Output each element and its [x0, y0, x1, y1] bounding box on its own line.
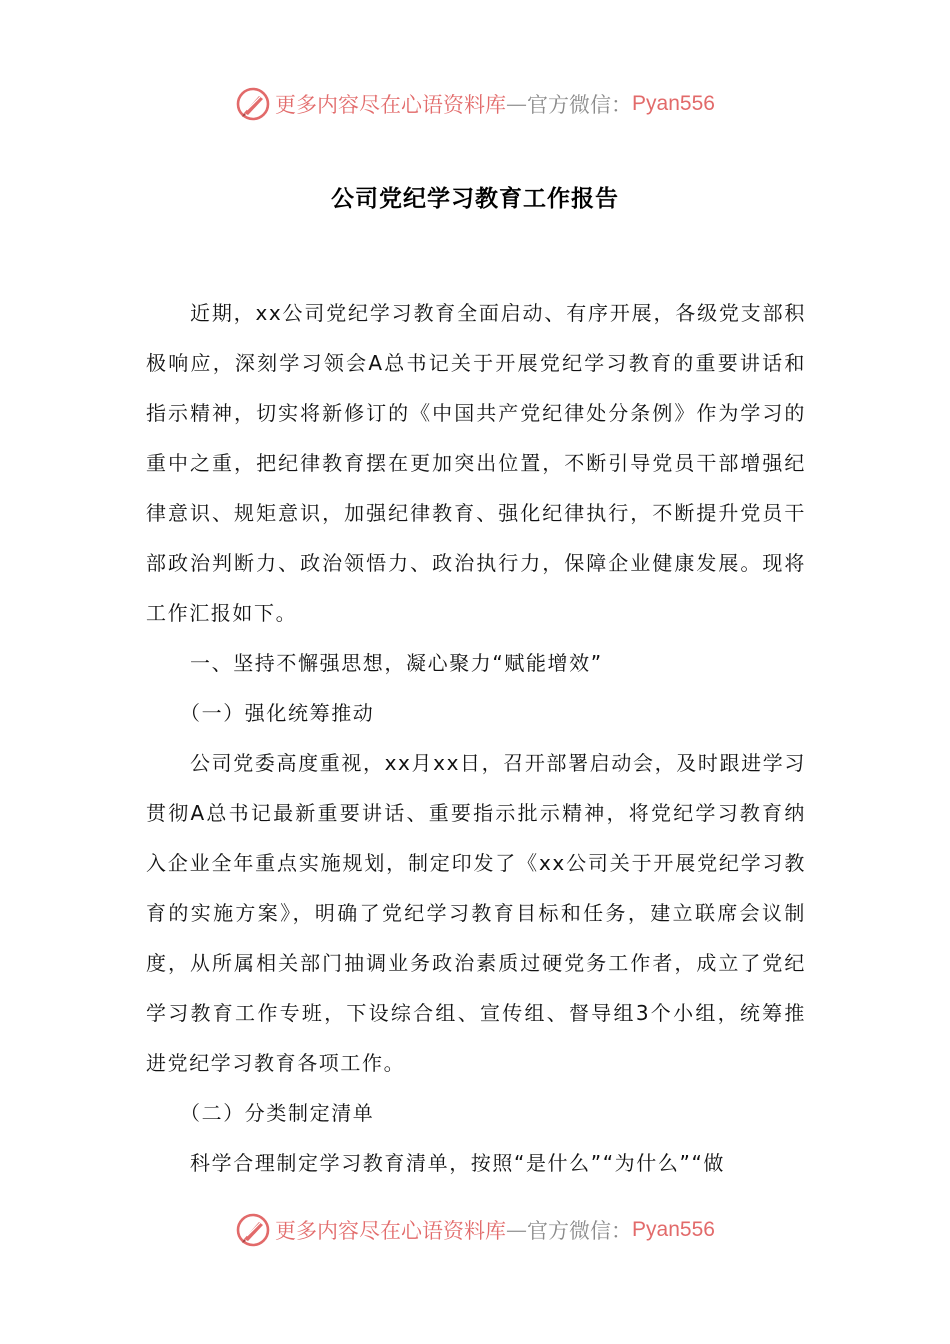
subsection-2-heading: （二）分类制定清单 — [180, 1101, 375, 1125]
watermark-text: 更多内容尽在心语资料库 — [275, 1219, 507, 1243]
watermark-label: 官方微信： — [527, 1219, 633, 1243]
document-title: 公司党纪学习教育工作报告 — [331, 186, 619, 212]
watermark-label: 官方微信： — [527, 93, 633, 117]
subsection-2-paragraph: 科学合理制定学习教育清单，按照“是什么”“为什么”“做 — [190, 1151, 726, 1175]
intro-paragraph: 近期，xx公司党纪学习教育全面启动、有序开展，各级党支部积极响应，深刻学习领会A总书记关于开展党纪学习教育的重要讲话和指示精神，切实将新修订的《中国共产党纪律处分条例》作为学习的重中之重，把纪律教育摆在更加突出位置，不断引导党员干部增强纪律意识、规矩意识，加强纪律教育、强化纪律执行，不断提升党员干部政治判断力、政治领悟力、政治执行力，保障企业健康发展。现将工作汇报如下。 — [146, 301, 806, 625]
watermark-text: 更多内容尽在心语资料库 — [275, 93, 507, 117]
pen-nib-logo-icon — [235, 86, 271, 122]
section-1-heading: 一、坚持不懈强思想，凝心聚力“赋能增效” — [190, 651, 603, 675]
watermark-separator: — — [506, 92, 528, 116]
document-body — [146, 288, 806, 1188]
subsection-1-heading: （一）强化统筹推动 — [180, 701, 375, 725]
watermark-wechat-id: Pyan556 — [632, 92, 715, 115]
pen-nib-logo-icon — [235, 1212, 271, 1248]
watermark-banner-top — [0, 84, 950, 124]
watermark-separator: — — [506, 1218, 528, 1242]
watermark-banner-bottom — [0, 1210, 950, 1250]
watermark-wechat-id: Pyan556 — [632, 1218, 715, 1241]
watermark-content — [235, 86, 715, 122]
subsection-1-paragraph: 公司党委高度重视，xx月xx日，召开部署启动会，及时跟进学习贯彻A总书记最新重要讲话、重要指示批示精神，将党纪学习教育纳入企业全年重点实施规划，制定印发了《xx公司关于开展党纪学习教育的实施方案》，明确了党纪学习教育目标和任务，建立联席会议制度，从所属相关部门抽调业务政治素质过硬党务工作者，成立了党纪学习教育工作专班，下设综合组、宣传组、督导组3个小组，统筹推进党纪学习教育各项工作。 — [146, 751, 806, 1075]
watermark-content — [235, 1212, 715, 1248]
